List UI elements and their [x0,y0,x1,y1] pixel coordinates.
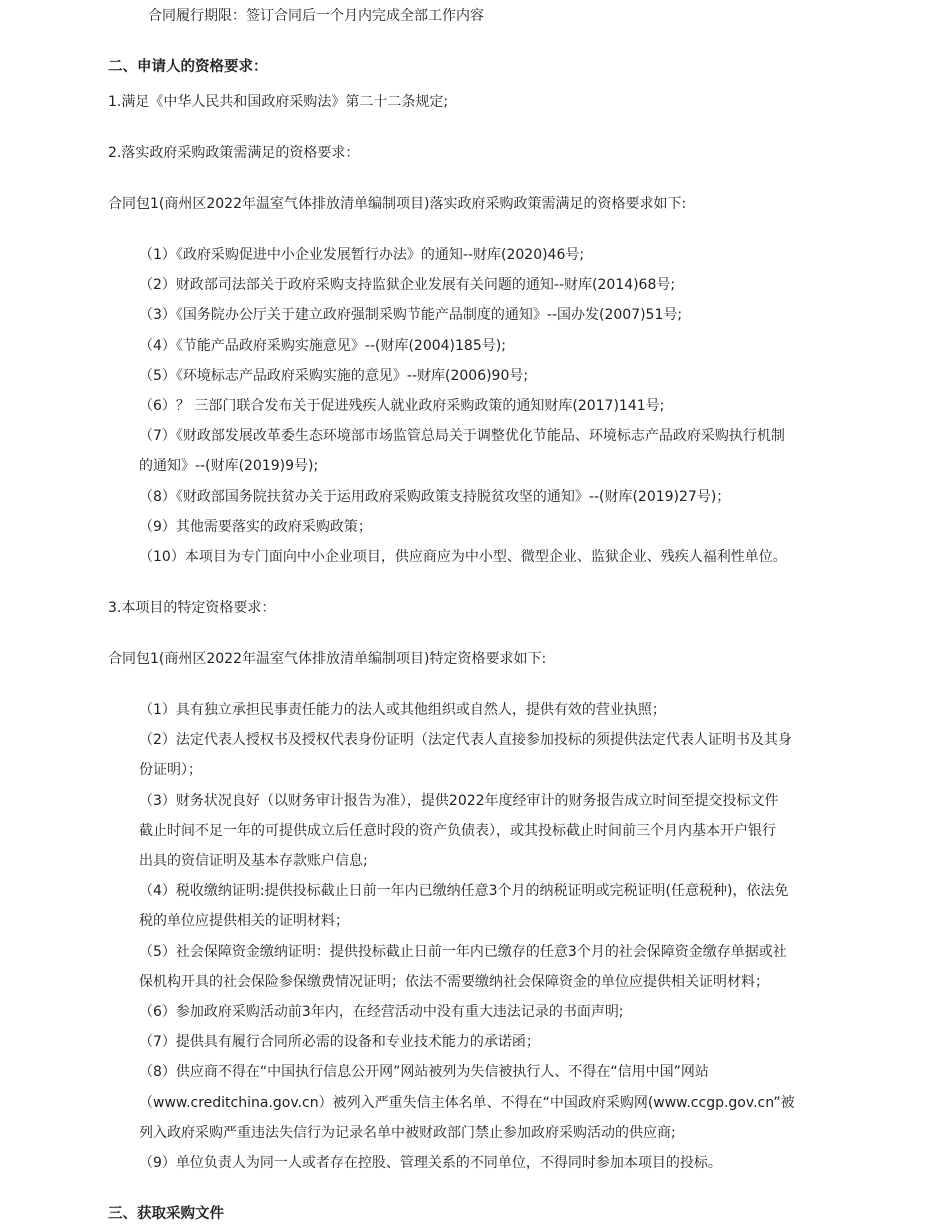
policy-item: （8）《财政部国务院扶贫办关于运用政府采购政策支持脱贫攻坚的通知》--(财库(2019)27号)； [139,489,731,505]
requirement-1: 1.满足《中华人民共和国政府采购法》第二十二条规定; [108,94,449,110]
policy-item: （6）？ 三部门联合发布关于促进残疾人就业政府采购政策的通知财库(2017)141号; [139,398,665,414]
policy-item: （10）本项目为专门面向中小企业项目，供应商应为中小型、微型企业、监狱企业、残疾人福利性单位。 [139,549,787,565]
section-heading-qualifications: 二、申请人的资格要求： [108,59,268,75]
specific-item-continuation: 列入政府采购严重违法失信行为记录名单中被财政部门禁止参加政府采购活动的供应商; [139,1125,676,1141]
specific-item-continuation: 出具的资信证明及基本存款账户信息; [139,853,368,869]
specific-item: （9）单位负责人为同一人或者存在控股、管理关系的不同单位，不得同时参加本项目的投标。 [139,1155,722,1171]
specific-item: （7）提供具有履行合同所必需的设备和专业技术能力的承诺函； [139,1034,540,1050]
policy-item: （2）财政部司法部关于政府采购支持监狱企业发展有关问题的通知--财库(2014)68号; [139,277,676,293]
policy-item: （4）《节能产品政府采购实施意见》--(财库(2004)185号); [139,338,506,354]
specific-item-continuation: 份证明）； [139,762,202,778]
section-heading-obtain-documents: 三、获取采购文件 [108,1206,224,1222]
specific-item-continuation: 税的单位应提供相关的证明材料； [139,913,349,929]
policy-item: （5）《环境标志产品政府采购实施的意见》--财库(2006)90号; [139,368,529,384]
contract-period-line: 合同履行期限：签订合同后一个月内完成全部工作内容 [148,8,484,24]
specific-item: （8）供应商不得在“中国执行信息公开网”网站被列为失信被执行人、不得在“信用中国”网站 [139,1064,709,1080]
specific-item: （1）具有独立承担民事责任能力的法人或其他组织或自然人，提供有效的营业执照； [139,702,666,718]
specific-item: （3）财务状况良好（以财务审计报告为准），提供2022年度经审计的财务报告成立时间至提交投标文件 [139,793,779,809]
specific-item-continuation: （www.creditchina.gov.cn）被列入严重失信主体名单、不得在“中国政府采购网(www.ccgp.gov.cn”被 [139,1095,795,1111]
specific-item: （2）法定代表人授权书及授权代表身份证明（法定代表人直接参加投标的须提供法定代表人证明书及其身 [139,732,792,748]
policy-item: （7）《财政部发展改革委生态环境部市场监管总局关于调整优化节能品、环境标志产品政府采购执行机制 [139,428,785,444]
requirement-2: 2.落实政府采购政策需满足的资格要求： [108,145,360,161]
specific-item: （4）税收缴纳证明:提供投标截止日前一年内已缴纳任意3个月的纳税证明或完税证明(任意税种)，依法免 [139,883,789,899]
policy-item-continuation: 的通知》--(财库(2019)9号); [139,458,319,474]
specific-item: （6）参加政府采购活动前3年内，在经营活动中没有重大违法记录的书面声明; [139,1004,624,1020]
specific-item-continuation: 截止时间不足一年的可提供成立后任意时段的资产负债表），或其投标截止时间前三个月内基本开户银行 [139,823,776,839]
package-specific-intro: 合同包1(商州区2022年温室气体排放清单编制项目)特定资格要求如下: [108,651,547,667]
requirement-3: 3.本项目的特定资格要求： [108,600,276,616]
package-policy-intro: 合同包1(商州区2022年温室气体排放清单编制项目)落实政府采购政策需满足的资格要求如下: [108,196,687,212]
policy-item: （3）《国务院办公厅关于建立政府强制采购节能产品制度的通知》--国办发(2007)51号; [139,307,683,323]
policy-item: （9）其他需要落实的政府采购政策； [139,519,372,535]
specific-item: （5）社会保障资金缴纳证明：提供投标截止日前一年内已缴存的任意3个月的社会保障资金缴存单据或社 [139,944,787,960]
specific-item-continuation: 保机构开具的社会保险参保缴费情况证明；依法不需要缴纳社会保障资金的单位应提供相关证明材料； [139,974,769,990]
policy-item: （1）《政府采购促进中小企业发展暂行办法》的通知--财库(2020)46号; [139,247,585,263]
